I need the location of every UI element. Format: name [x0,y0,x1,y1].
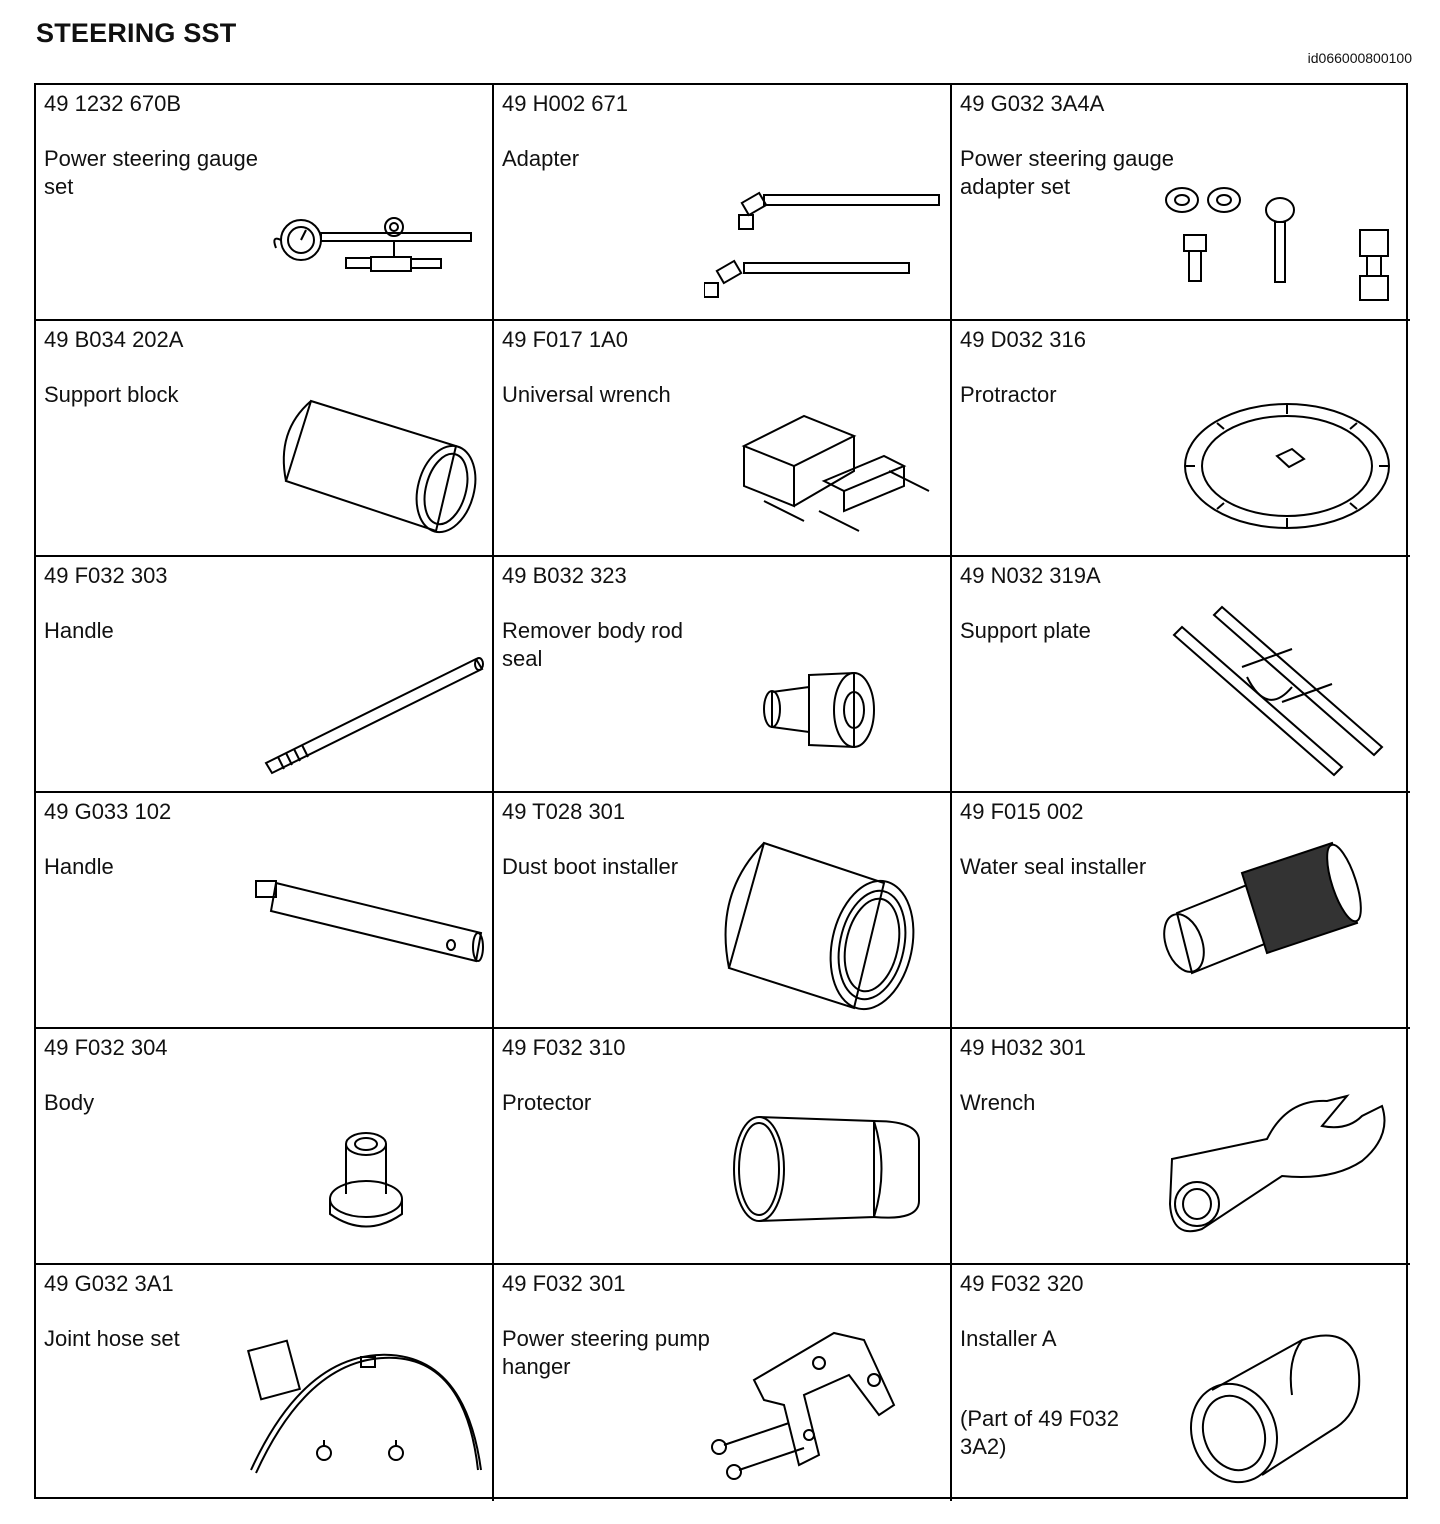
tool-cell [494,1029,952,1265]
tool-name: Adapter [502,146,580,171]
part-number: 49 B034 202A [44,327,184,352]
tool-note: (Part of 49 F032 3A2) [960,1406,1119,1459]
part-number: 49 F032 304 [44,1035,168,1060]
tool-table [34,83,1408,1499]
tool-name: Support plate [960,618,1091,643]
tool-name: Power steering gauge adapter set [960,146,1175,199]
tool-cell [494,793,952,1029]
tool-name: Wrench [960,1090,1036,1115]
part-number: 49 F032 320 [960,1271,1084,1296]
part-number: 49 F032 310 [502,1035,626,1060]
body-icon [246,1069,486,1259]
gauge-set-icon [246,125,486,315]
tool-cell [36,1029,494,1265]
part-number: 49 H032 301 [960,1035,1086,1060]
tool-name: Installer A [960,1326,1057,1351]
tool-cell [494,321,952,557]
tool-cell [494,557,952,793]
tool-cell [36,793,494,1029]
handle-bar-icon [246,833,486,1023]
part-number: 49 F017 1A0 [502,327,628,352]
tool-cell [36,557,494,793]
dust-boot-installer-icon [704,833,944,1023]
support-plate-icon [1162,597,1402,787]
remover-body-icon [704,597,944,787]
part-number: 49 N032 319A [960,563,1101,588]
tool-name: Dust boot installer [502,854,679,879]
document-id: id066000800100 [1307,50,1412,66]
page-title: STEERING SST [36,18,237,48]
tool-cell [952,85,1410,321]
part-number: 49 D032 316 [960,327,1086,352]
pump-hanger-icon [704,1305,944,1495]
joint-hose-set-icon [246,1305,486,1495]
part-number: 49 F032 301 [502,1271,626,1296]
water-seal-installer-icon [1162,833,1402,1023]
crowfoot-wrench-icon [1162,1069,1402,1259]
tool-cell [952,793,1410,1029]
universal-wrench-icon [704,361,944,551]
tool-name: Protector [502,1090,592,1115]
tool-name: Handle [44,618,114,643]
tool-name: Support block [44,382,179,407]
part-number: 49 F032 303 [44,563,168,588]
tool-cell [952,1265,1410,1501]
tool-name: Power steering pump hanger [502,1326,710,1379]
tool-cell [952,557,1410,793]
tool-cell [36,321,494,557]
handle-rod-icon [246,597,486,787]
tool-name: Power steering gauge set [44,146,259,199]
part-number: 49 B032 323 [502,563,627,588]
tool-name: Handle [44,854,114,879]
installer-a-icon [1162,1305,1402,1495]
part-number: 49 T028 301 [502,799,626,824]
adapter-set-icon [1162,125,1402,315]
tool-cell [36,1265,494,1501]
tool-name: Water seal installer [960,854,1147,879]
tool-name: Joint hose set [44,1326,180,1351]
tool-cell [494,85,952,321]
part-number: 49 F015 002 [960,799,1084,824]
tool-cell [494,1265,952,1501]
part-number: 49 G033 102 [44,799,172,824]
support-block-icon [246,361,486,551]
part-number: 49 G032 3A1 [44,1271,174,1296]
tool-cell [952,1029,1410,1265]
tool-name: Remover body rod seal [502,618,683,671]
tool-name: Protractor [960,382,1057,407]
part-number: 49 1232 670B [44,91,182,116]
tool-cell [952,321,1410,557]
tool-name: Universal wrench [502,382,671,407]
tool-name: Body [44,1090,95,1115]
tool-cell [36,85,494,321]
part-number: 49 G032 3A4A [960,91,1105,116]
protector-icon [704,1069,944,1259]
part-number: 49 H002 671 [502,91,628,116]
protractor-icon [1162,361,1402,551]
hose-adapter-icon [704,125,944,315]
